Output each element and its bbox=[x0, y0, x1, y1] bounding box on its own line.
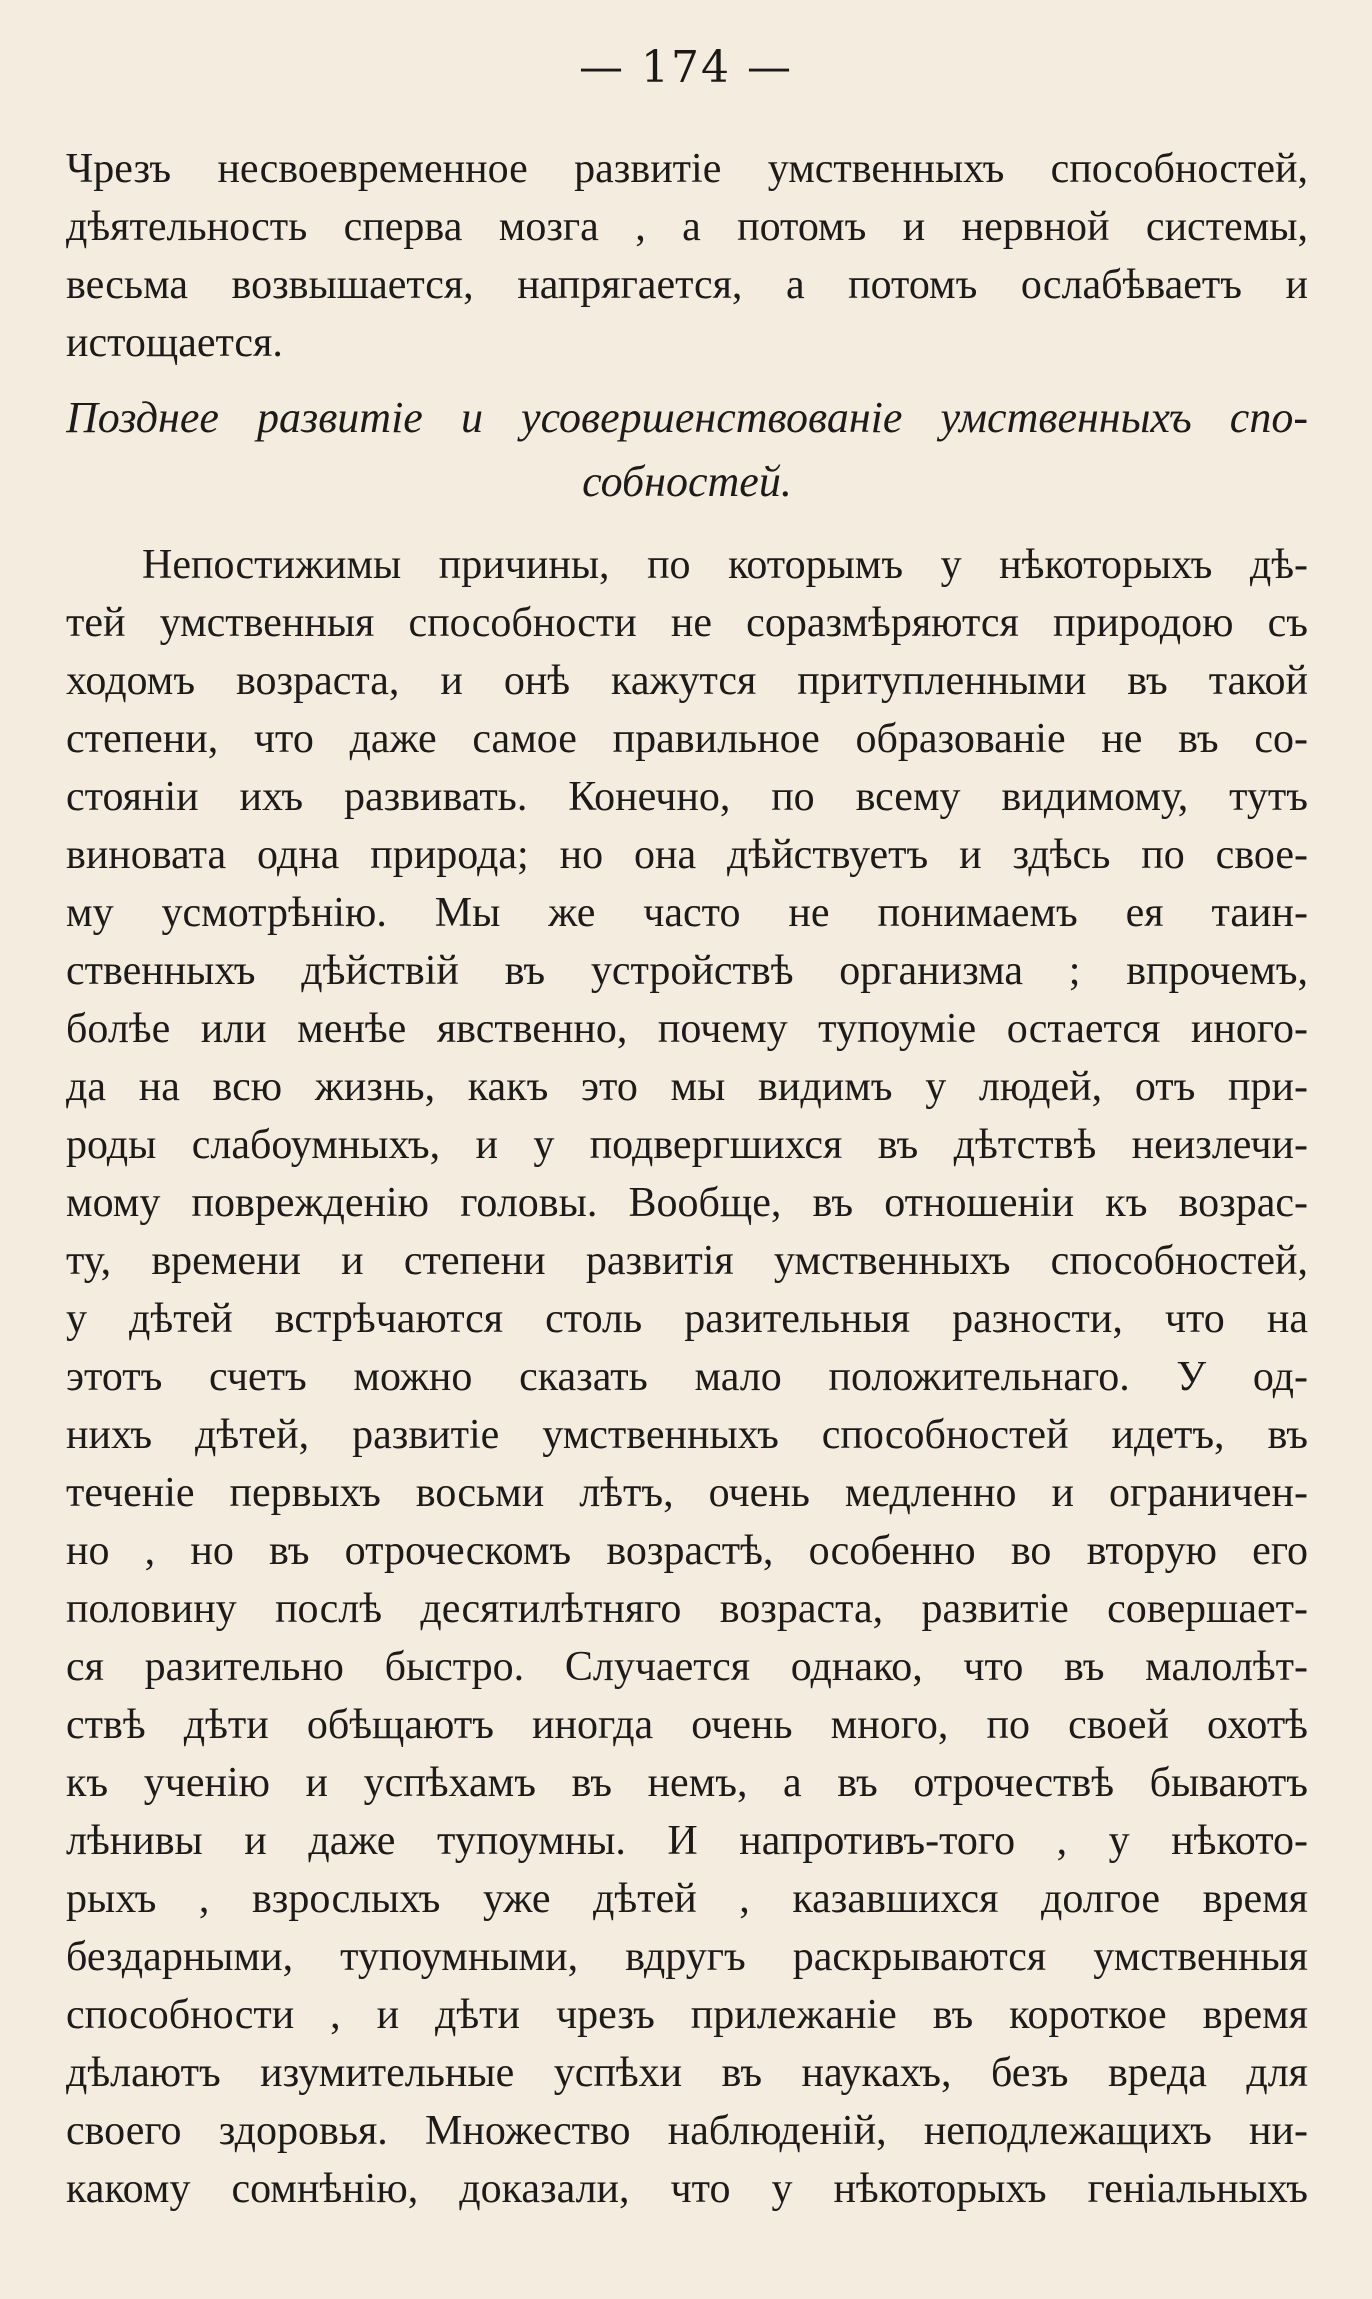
text-line: мому поврежденію головы. Вообще, въ отношеніи къ возрас- bbox=[66, 1180, 1308, 1226]
text-line: дѣлаютъ изумительные успѣхи въ наукахъ, безъ вреда для bbox=[66, 2050, 1308, 2096]
text-line: тей умственныя способности не соразмѣряются природою съ bbox=[66, 600, 1308, 646]
text-line: роды слабоумныхъ, и у подвергшихся въ дѣтствѣ неизлечи- bbox=[66, 1122, 1308, 1168]
text-line: виновата одна природа; но она дѣйствуетъ и здѣсь по свое- bbox=[66, 832, 1308, 878]
section-heading bbox=[66, 386, 1308, 514]
text-line: болѣе или менѣе явственно, почему тупоуміе остается иного- bbox=[66, 1006, 1308, 1052]
text-line: ся разительно быстро. Случается однако, что въ малолѣт- bbox=[66, 1644, 1308, 1690]
text-line: стояніи ихъ развивать. Конечно, по всему видимому, тутъ bbox=[66, 774, 1308, 820]
text-line: Чрезъ несвоевременное развитіе умственныхъ способностей, bbox=[66, 146, 1308, 192]
text-line: лѣнивы и даже тупоумны. И напротивъ-того , у нѣкото- bbox=[66, 1818, 1308, 1864]
text-line: но , но въ отроческомъ возрастѣ, особенно во вторую его bbox=[66, 1528, 1308, 1574]
text-line: какому сомнѣнію, доказали, что у нѣкоторыхъ геніальныхъ bbox=[66, 2166, 1308, 2212]
text-line: нихъ дѣтей, развитіе умственныхъ способностей идетъ, въ bbox=[66, 1412, 1308, 1458]
text-line: къ ученію и успѣхамъ въ немъ, а въ отрочествѣ бываютъ bbox=[66, 1760, 1308, 1806]
text-line: у дѣтей встрѣчаются столь разительныя разности, что на bbox=[66, 1296, 1308, 1342]
text-line: теченіе первыхъ восьми лѣтъ, очень медленно и ограничен- bbox=[66, 1470, 1308, 1516]
text-line: весьма возвышается, напрягается, а потомъ ослабѣваетъ и bbox=[66, 262, 1308, 308]
page-number: — 174 — bbox=[579, 42, 793, 93]
text-line: бездарными, тупоумными, вдругъ раскрываются умственныя bbox=[66, 1934, 1308, 1980]
heading-line: Позднее развитіе и усовершенствованіе умственныхъ спо- bbox=[66, 393, 1308, 442]
text-line: му усмотрѣнію. Мы же часто не понимаемъ ея таин- bbox=[66, 890, 1308, 936]
text-line: да на всю жизнь, какъ это мы видимъ у людей, отъ при- bbox=[66, 1064, 1308, 1110]
text-line: рыхъ , взрослыхъ уже дѣтей , казавшихся долгое время bbox=[66, 1876, 1308, 1922]
text-line: Непостижимы причины, по которымъ у нѣкоторыхъ дѣ- bbox=[142, 542, 1308, 588]
text-line: способности , и дѣти чрезъ прилежаніе въ короткое время bbox=[66, 1992, 1308, 2038]
text-line: своего здоровья. Множество наблюденій, неподлежащихъ ни- bbox=[66, 2108, 1308, 2154]
text-line: ственныхъ дѣйствій въ устройствѣ организма ; впрочемъ, bbox=[66, 948, 1308, 994]
text-line: степени, что даже самое правильное образованіе не въ со- bbox=[66, 716, 1308, 762]
text-line: дѣятельность сперва мозга , а потомъ и нервной системы, bbox=[66, 204, 1308, 250]
text-line: истощается. bbox=[66, 320, 283, 366]
text-line: этотъ счетъ можно сказать мало положительнаго. У од- bbox=[66, 1354, 1308, 1400]
text-line: ствѣ дѣти обѣщаютъ иногда очень много, по своей охотѣ bbox=[66, 1702, 1308, 1748]
text-line: половину послѣ десятилѣтняго возраста, развитіе совершает- bbox=[66, 1586, 1308, 1632]
text-line: ту, времени и степени развитія умственныхъ способностей, bbox=[66, 1238, 1308, 1284]
paragraph-2 bbox=[66, 536, 1308, 2218]
text-line: ходомъ возраста, и онѣ кажутся притупленными въ такой bbox=[66, 658, 1308, 704]
paragraph-1 bbox=[66, 140, 1308, 372]
heading-line: собностей. bbox=[582, 457, 792, 506]
